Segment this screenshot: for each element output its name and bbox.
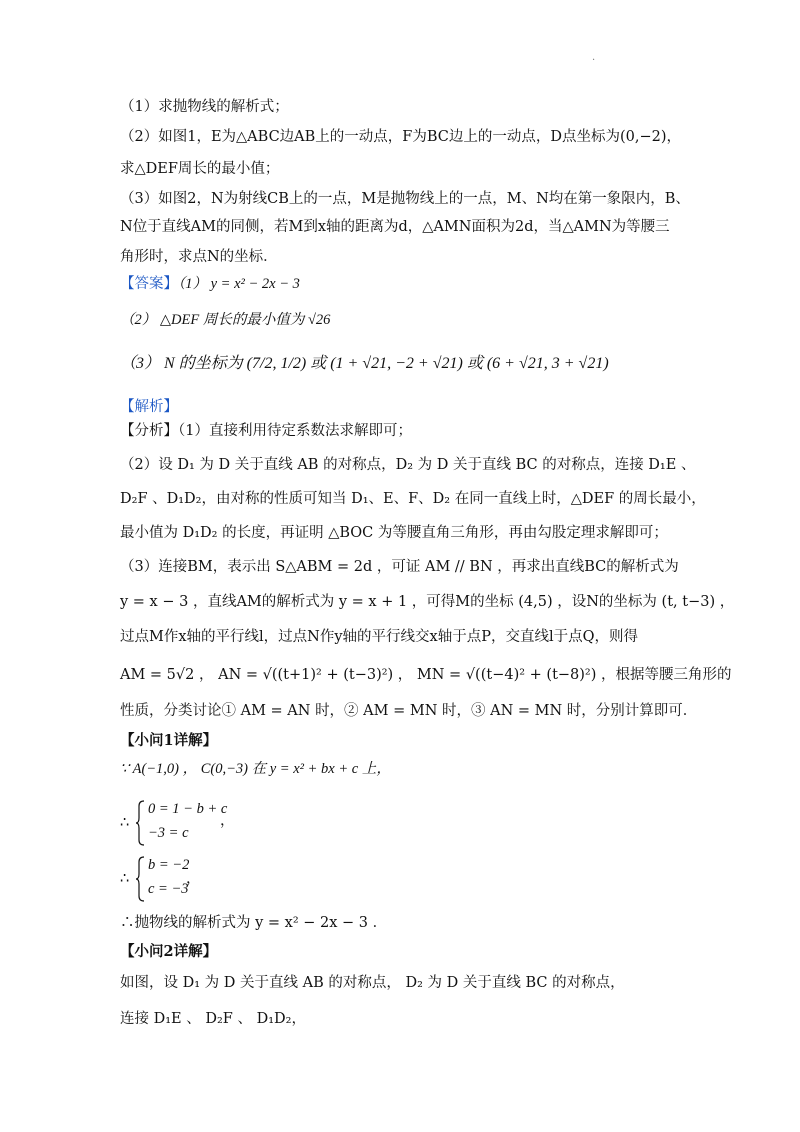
analysis-tag: 【解析】 [120, 399, 178, 415]
analysis-2-line-3: 最小值为 D₁D₂ 的长度，再证明 △BOC 为等腰直角三角形，再由勾股定理求解即可； [120, 525, 668, 541]
therefore-symbol: ∴ [120, 871, 130, 887]
analysis-1: 【分析】（1）直接利用待定系数法求解即可； [120, 423, 412, 439]
equation-1-top: 0 = 1 − b + c [148, 801, 228, 817]
question-1: （1）求抛物线的解析式； [120, 99, 289, 115]
analysis-3-line-4: AM = 5√2 ， AN = √((t+1)² + (t−3)²) ， MN = √((t−4)² + (t−8)²) ，根据等腰三角形的 [120, 667, 732, 683]
equation-2-top: b = −2 [148, 857, 190, 873]
answer-2: （2） △DEF 周长的最小值为 √26 [120, 312, 331, 328]
analysis-3-line-3: 过点M作x轴的平行线l，过点N作y轴的平行线交x轴于点P，交直线l于点Q，则得 [120, 629, 638, 645]
analysis-2-line-1: （2）设 D₁ 为 D 关于直线 AB 的对称点，D₂ 为 D 关于直线 BC 的对称点，连接 D₁E 、 [120, 457, 696, 473]
question-2-line-2: 求△DEF周长的最小值； [120, 161, 280, 177]
equation-1-bottom: −3 = c [148, 825, 189, 841]
answer-tag: 【答案】 [120, 276, 178, 292]
question-2-line-1: （2）如图1，E为△ABC边AB上的一动点，F为BC边上的一动点，D点坐标为(0,−2)， [120, 129, 682, 145]
solution-1-conclusion: ∴抛物线的解析式为 y = x² − 2x − 3 ． [120, 915, 388, 931]
answer-row [120, 277, 300, 292]
left-brace-icon [136, 800, 146, 846]
solution-2-line-1: 如图，设 D₁ 为 D 关于直线 AB 的对称点， D₂ 为 D 关于直线 BC 的对称点， [120, 975, 625, 991]
analysis-3-line-2: y = x − 3 ，直线AM的解析式为 y = x + 1 ，可得M的坐标 (4,5) ，设N的坐标为 (t, t−3) ， [120, 594, 735, 610]
question-3-line-3: 角形时，求点N的坐标． [120, 249, 278, 265]
answer-3: （3） N 的坐标为 (7/2, 1/2) 或 (1 + √21, −2 + √21) 或 (6 + √21, 3 + √21) [120, 355, 609, 372]
header-dot: . [592, 52, 596, 63]
therefore-symbol: ∴ [120, 815, 130, 831]
question-3-line-1: （3）如图2，N为射线CB上的一点，M是抛物线上的一点，M、N均在第一象限内，B、 [120, 191, 690, 207]
sub-question-2-title: 【小问2详解】 [120, 943, 218, 960]
solution-2-line-2: 连接 D₁E 、 D₂F 、 D₁D₂， [120, 1011, 306, 1027]
answer-1: （1） y = x² − 2x − 3 [178, 276, 300, 292]
equation-2-comma: ， [186, 871, 201, 887]
question-3-line-2: N位于直线AM的同侧，若M到x轴的距离为d，△AMN面积为2d，当△AMN为等腰三 [120, 219, 670, 235]
analysis-2-line-2: D₂F 、D₁D₂，由对称的性质可知当 D₁、E、F、D₂ 在同一直线上时，△DEF 的周长最小， [120, 491, 706, 507]
analysis-3-line-1: （3）连接BM，表示出 S△ABM = 2d ，可证 AM // BN ，再求出直线BC的解析式为 [120, 559, 679, 575]
analysis-3-line-5: 性质，分类讨论① AM = AN 时，② AM = MN 时，③ AN = MN 时，分别计算即可． [120, 703, 698, 719]
left-brace-icon [136, 856, 146, 902]
equation-2-bottom: c = −3 [148, 881, 189, 897]
solution-1-line-1: ∵ A(−1,0) ， C(0,−3) 在 y = x² + bx + c 上， [120, 761, 391, 777]
sub-question-1-title: 【小问1详解】 [120, 732, 218, 749]
equation-1-comma: ， [220, 813, 235, 829]
